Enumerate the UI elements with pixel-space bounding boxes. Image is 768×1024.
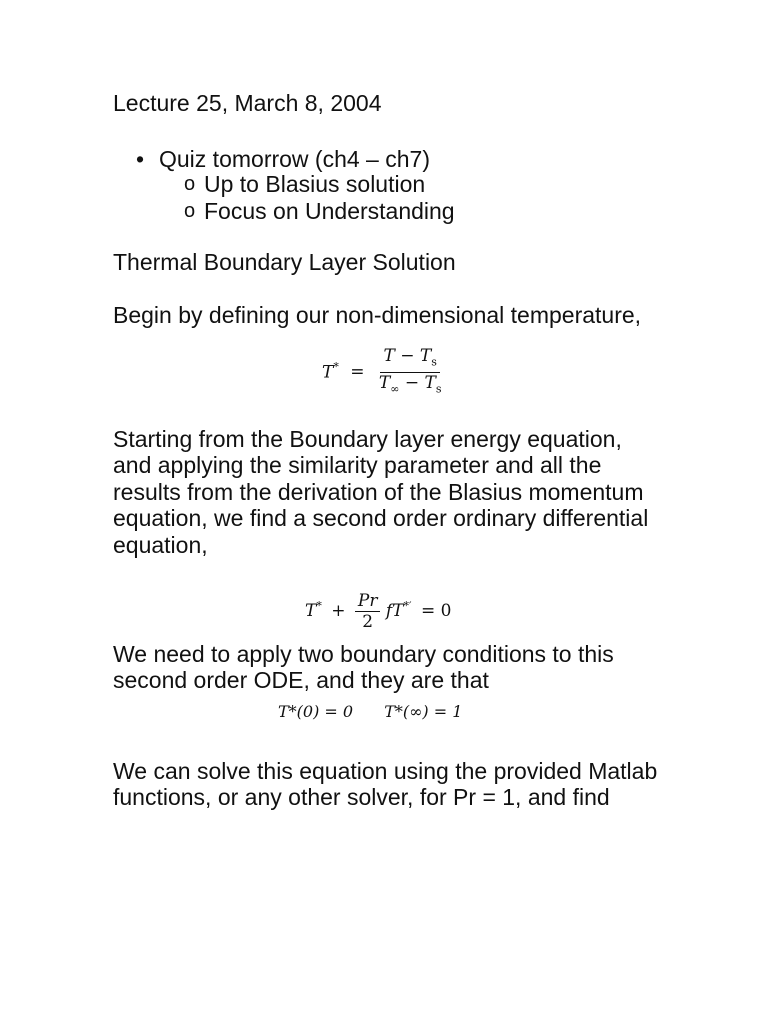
bullet-item-quiz: Quiz tomorrow (ch4 – ch7) (159, 146, 430, 172)
eq-term: − T (399, 373, 436, 394)
fraction (376, 346, 445, 400)
bc-right: T*(∞) = 1 (384, 702, 463, 721)
eq-subscript: ∞ (390, 382, 400, 396)
circle-bullet-icon: o (184, 173, 196, 195)
ode-paragraph-line: and applying the similarity parameter and all the (113, 452, 602, 478)
bc-paragraph-line: We need to apply two boundary conditions to this (113, 641, 614, 667)
ode-equation (305, 591, 451, 632)
eq-subscript: s (435, 382, 442, 396)
fraction-denominator: 2 (362, 612, 374, 632)
intro-paragraph: Begin by defining our non-dimensional temperature, (113, 302, 642, 328)
eq-symbol: T (322, 362, 334, 383)
eq-term: Pr (357, 591, 378, 611)
ode-paragraph-line: equation, we find a second order ordinary differential (113, 505, 649, 531)
sub-bullet-item: Focus on Understanding (204, 198, 455, 224)
temperature-equation (322, 346, 444, 400)
fraction-numerator (380, 346, 439, 373)
section-heading: Thermal Boundary Layer Solution (113, 249, 456, 275)
lecture-title: Lecture 25, March 8, 2004 (113, 90, 382, 116)
eq-term: T (378, 373, 391, 394)
bullet-icon: • (136, 146, 145, 172)
eq-symbol: T (305, 601, 317, 621)
eq-term: fT (385, 601, 404, 621)
circle-bullet-icon: o (184, 200, 196, 222)
eq-operator: = (350, 362, 365, 383)
bc-left: T*(0) = 0 (278, 702, 354, 721)
bc-paragraph-line: second order ODE, and they are that (113, 667, 489, 693)
ode-paragraph-line: Starting from the Boundary layer energy equation, (113, 426, 622, 452)
eq-subscript: s (431, 355, 437, 369)
boundary-conditions-equation (278, 702, 462, 721)
fraction-numerator (355, 591, 381, 612)
solve-paragraph-line: We can solve this equation using the provided Matlab (113, 758, 658, 784)
fraction (355, 591, 381, 632)
fraction-denominator (376, 373, 445, 399)
eq-rhs: = 0 (420, 601, 452, 621)
solve-paragraph-line: functions, or any other solver, for Pr = 1, and find (113, 784, 610, 810)
ode-paragraph-line: equation, (113, 532, 208, 558)
eq-superscript: * (333, 360, 339, 374)
eq-superscript: *′ (403, 599, 412, 613)
eq-superscript: * (316, 599, 322, 613)
ode-paragraph-line: results from the derivation of the Blasius momentum (113, 479, 644, 505)
eq-operator: + (331, 601, 346, 621)
sub-bullet-item: Up to Blasius solution (204, 171, 426, 197)
eq-term: T − T (383, 346, 432, 366)
